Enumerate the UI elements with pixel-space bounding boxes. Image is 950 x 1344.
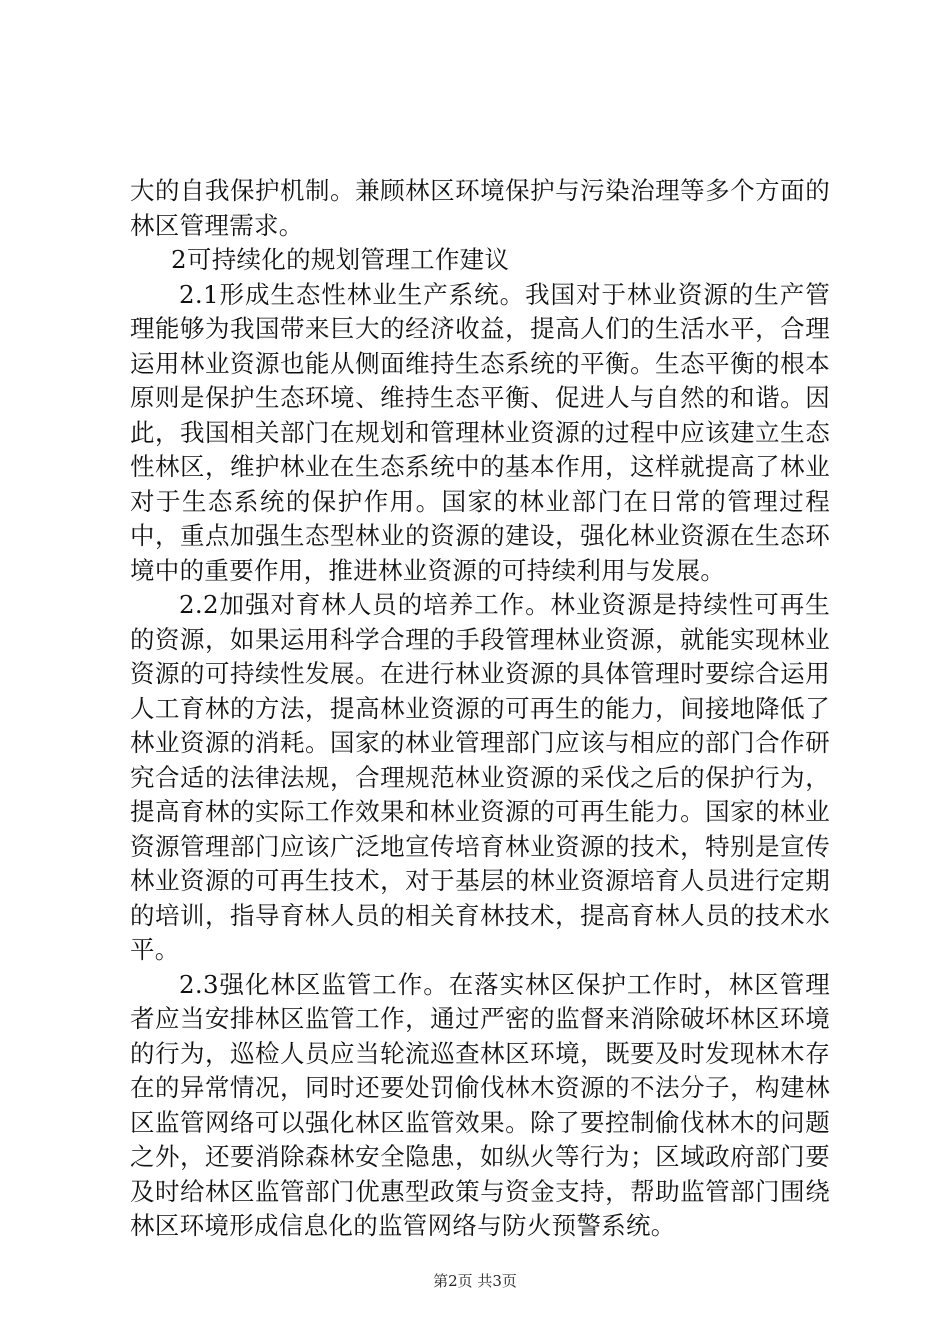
paragraph-2-1: 2.1形成生态性林业生产系统。我国对于林业资源的生产管理能够为我国带来巨大的经济收益，提高人们的生活水平，合理运用林业资源也能从侧面维持生态系统的平衡。生态平衡的根本原则是保护生态环境、维持生态平衡、促进人与自然的和谐。因此，我国相关部门在规划和管理林业资源的过程中应该建立生态性林区，维护林业在生态系统中的基本作用，这样就提高了林业对于生态系统的保护作用。国家的林业部门在日常的管理过程中，重点加强生态型林业的资源的建设，强化林业资源在生态环境中的重要作用，推进林业资源的可持续利用与发展。 xyxy=(130,279,830,585)
paragraph-2-2: 2.2加强对育林人员的培养工作。林业资源是持续性可再生的资源，如果运用科学合理的手段管理林业资源，就能实现林业资源的可持续性发展。在进行林业资源的具体管理时要综合运用人工育林的方法，提高林业资源的可再生的能力，间接地降低了林业资源的消耗。国家的林业管理部门应该与相应的部门合作研究合适的法律法规，合理规范林业资源的采伐之后的保护行为，提高育林的实际工作效果和林业资源的可再生能力。国家的林业资源管理部门应该广泛地宣传培育林业资源的技术，特别是宣传林业资源的可再生技术，对于基层的林业资源培育人员进行定期的培训，指导育林人员的相关育林技术，提高育林人员的技术水平。 xyxy=(130,590,830,964)
section-heading: 2可持续化的规划管理工作建议 xyxy=(171,245,510,274)
paragraph-2-3: 2.3强化林区监管工作。在落实林区保护工作时，林区管理者应当安排林区监管工作，通过严密的监督来消除破坏林区环境的行为，巡检人员应当轮流巡查林区环境，既要及时发现林木存在的异常情况，同时还要处罚偷伐林木资源的不法分子，构建林区监管网络可以强化林区监管效果。除了要控制偷伐林木的问题之外，还要消除森林安全隐患，如纵火等行为；区域政府部门要及时给林区监管部门优惠型政策与资金支持，帮助监管部门围绕林区环境形成信息化的监管网络与防火预警系统。 xyxy=(130,969,830,1240)
document-body xyxy=(130,174,830,1244)
paragraph-continuation: 大的自我保护机制。兼顾林区环境保护与污染治理等多个方面的林区管理需求。 xyxy=(130,176,830,240)
page-number-footer: 第2页 共3页 xyxy=(433,1272,517,1290)
